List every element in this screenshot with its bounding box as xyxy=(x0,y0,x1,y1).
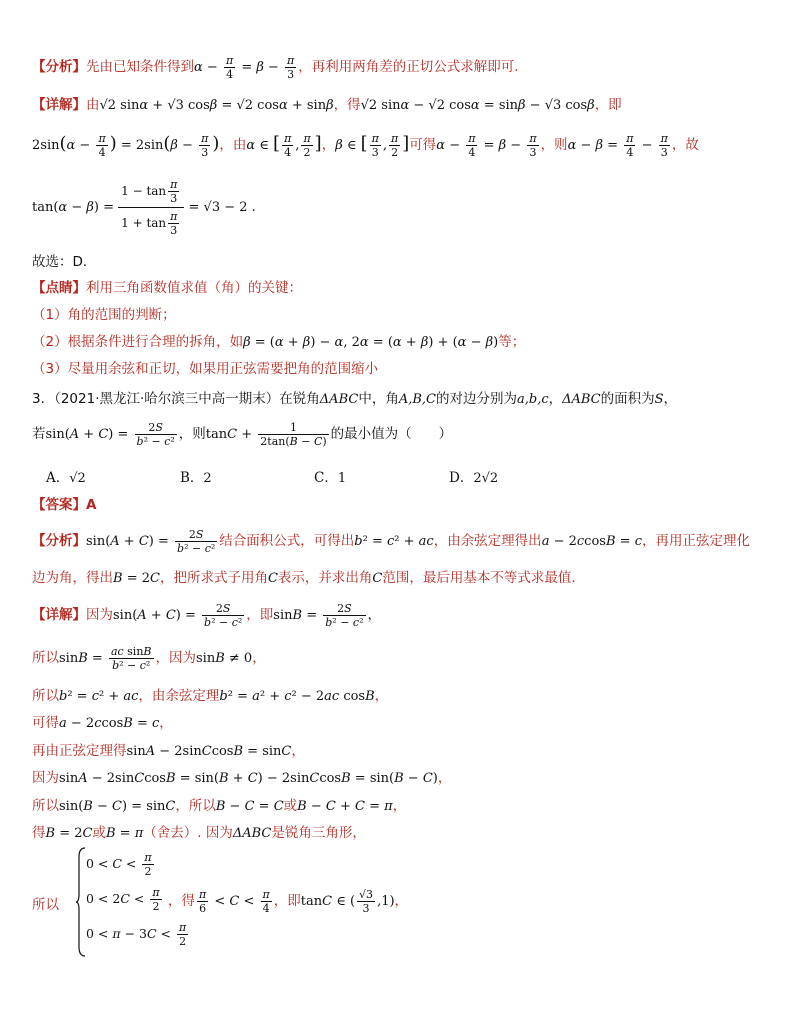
math-expression: β ∈ [ $\frac{\pi}{3}$ , $\frac{\pi}{2}$ ] xyxy=(335,132,410,159)
step-8-label: 所以 xyxy=(32,897,59,913)
question-source: （2021·黑龙江·哈尔滨三中高一期末） xyxy=(54,391,280,407)
inequality-1: 0 < C < $\frac{\pi}{2}$ xyxy=(86,851,152,878)
math-expression: α − $\frac{\pi}{4}$ = β − $\frac{\pi}{3}$ xyxy=(436,132,537,159)
inequality-3: 0 < π − 3C < $\frac{\pi}{2}$ xyxy=(86,921,187,948)
option-a[interactable]: A．√2 xyxy=(46,470,86,486)
detail-tag: 【详解】 xyxy=(32,97,86,113)
math-expression: β = (α + β) − α, 2α = (α + β) + (α − β) xyxy=(243,335,499,350)
pointer-tag: 【点睛】 xyxy=(32,280,86,296)
q3-detail-line-1: 【详解】因为sin(A + C) = $\frac{2S}{\text{b² − c²}}$ ，即sinB = $\frac{2S}{\text{b² − c²}}$ ， xyxy=(32,602,381,629)
analysis-line-1: 【分析】先由已知条件得到α − $\frac{\pi}{4}$ = β − $\frac{\pi}{3}$ ，再利用两角差的正切公式求解即可. xyxy=(32,54,519,81)
detail-line-2: 2sin(α − $\frac{\pi}{4}$ ) = 2sin(β − $\frac{\pi}{3}$ )，由α ∈ [ $\frac{\pi}{4}$ , $\frac{\pi}{2}$ ]，β ∈ [ $\frac{\pi}{3}$ , $\frac{\pi}{2}$ ]可得α − $\frac{\pi}{4}$ = β − $\frac{\pi}{3}$ ，则α − β = $\frac{\pi}{4}$ − $\frac{\pi}{3}$ ，故 xyxy=(32,132,699,159)
math-expression: 2sin(α − $\frac{\pi}{4}$ ) = 2sin(β − $\frac{\pi}{3}$ ) xyxy=(32,132,220,159)
step-7: 得B = 2C或B = π（舍去）. 因为ΔABC是锐角三角形， xyxy=(32,825,366,841)
option-c[interactable]: C．1 xyxy=(314,470,347,486)
detail-line-1: 【详解】由√2 sinα + √3 cosβ = √2 cosα + sinβ，得√2 sinα − √2 cosα = sinβ − √3 cosβ，即 xyxy=(32,97,622,113)
detail-line-3 xyxy=(32,178,256,237)
step-5: 因为sinA − 2sinCcosB = sin(B + C) − 2sinCcosB = sin(B − C)， xyxy=(32,770,452,786)
question-3-line-2: 若sin(A + C) = $\frac{2S}{\text{b² − c²}}$ ，则tanC + $\frac{1}{2\tan(B - C)}$ 的最小值为（ ） xyxy=(32,421,453,448)
math-expression: α − β = $\frac{\pi}{4}$ − $\frac{\pi}{3}$ xyxy=(567,132,668,159)
step-4: 再由正弦定理得sinA − 2sinCcosB = sinC， xyxy=(32,743,305,759)
analysis-tag: 【分析】 xyxy=(32,59,86,75)
step-2: 所以b² = c² + ac，由余弦定理b² = a² + c² − 2ac cosB， xyxy=(32,688,389,704)
inequality-2: 0 < 2C < $\frac{\pi}{2}$ xyxy=(86,886,160,913)
step-8-result: ，得 $\frac{\pi}{6}$ < C < $\frac{\pi}{4}$ ，即tanC ∈ ( $\frac{√3}{3}$ ,1)， xyxy=(168,888,409,915)
math-expression: α − $\frac{\pi}{4}$ = β − $\frac{\pi}{3}$ xyxy=(194,54,295,81)
question-number: 3． xyxy=(32,391,55,407)
pointer-line: 【点睛】利用三角函数值求值（角）的关键： xyxy=(32,280,302,296)
q3-analysis-line-2: 边为角，得出B = 2C，把所求式子用角C表示，并求出角C范围，最后用基本不等式求最值. xyxy=(32,570,576,586)
math-expression: tan(α − β) = 1 − tan $\frac{\pi}{3}$ 1 + tan $\frac{\pi}{3}$ = √3 − 2 . xyxy=(32,178,256,237)
math-expression: √2 sinα + √3 cosβ = √2 cosα + sinβ xyxy=(99,98,334,113)
point-2: （2）根据条件进行合理的拆角，如β = (α + β) − α, 2α = (α + β) + (α − β)等； xyxy=(32,334,526,350)
math-expression: sin(A + C) = $\frac{2S}{\text{b² − c²}}$ xyxy=(86,528,216,555)
left-brace-icon xyxy=(76,847,86,957)
option-b[interactable]: B．2 xyxy=(180,470,212,486)
step-3: 可得a − 2ccosB = c， xyxy=(32,715,173,731)
point-3: （3）尽量用余弦和正切，如果用正弦需要把角的范围缩小 xyxy=(32,361,379,377)
math-expression: tanC + $\frac{1}{2\tan(B - C)}$ xyxy=(205,421,327,448)
answer-tag: 【答案】 xyxy=(32,497,86,513)
step-1: 所以sinB = $\frac{\text{ac sinB}}{\text{b² − c²}}$ ，因为sinB ≠ 0， xyxy=(32,645,266,672)
answer-value: A xyxy=(86,497,97,513)
option-d[interactable]: D．2√2 xyxy=(449,470,499,486)
answer-line xyxy=(32,493,96,513)
math-expression: √2 sinα − √2 cosα = sinβ − √3 cosβ xyxy=(360,98,595,113)
math-expression: α ∈ [ $\frac{\pi}{4}$ , $\frac{\pi}{2}$ ] xyxy=(246,132,322,159)
math-expression: sin(A + C) = $\frac{2S}{\text{b² − c²}}$ xyxy=(45,421,175,448)
select-line: 故选：D． xyxy=(32,254,97,270)
step-6: 所以sin(B − C) = sinC，所以B − C = C或B − C + C = π， xyxy=(32,798,407,814)
q3-analysis-line-1: 【分析】sin(A + C) = $\frac{2S}{\text{b² − c²}}$ 结合面积公式，可得出b² = c² + ac，由余弦定理得出a − 2ccosB = c，再用正弦定理化 xyxy=(32,528,750,555)
question-3-line-1: 3．（2021·黑龙江·哈尔滨三中高一期末）在锐角ΔABC中，角A,B,C的对边分别为a,b,c，ΔABC的面积为S， xyxy=(32,391,678,407)
point-1: （1）角的范围的判断； xyxy=(32,307,176,323)
